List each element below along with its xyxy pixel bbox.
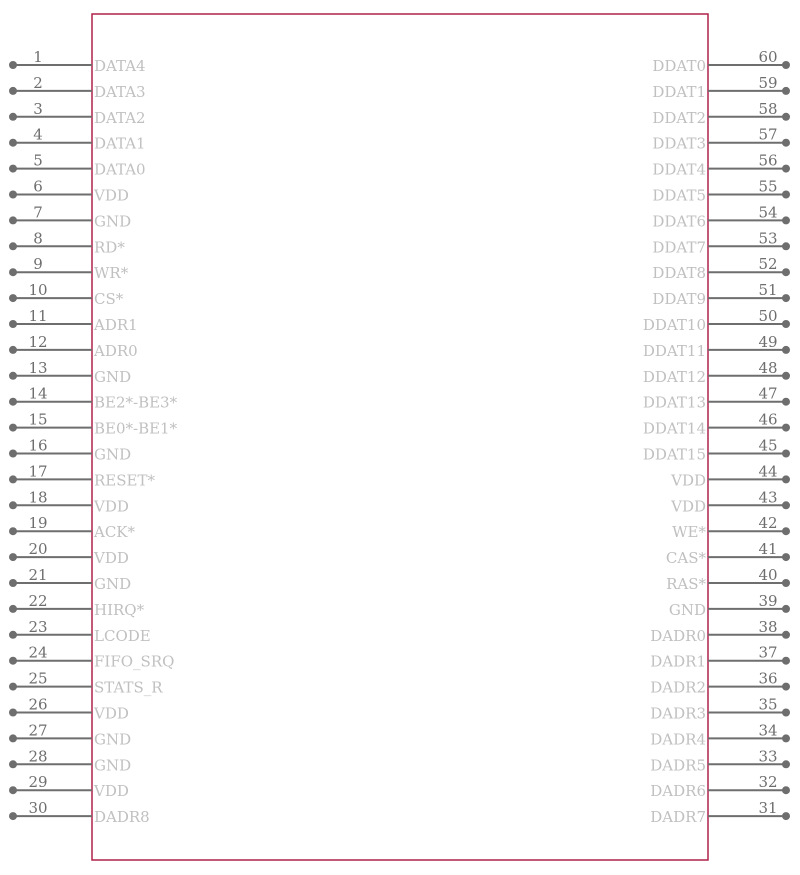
pin-number: 49 xyxy=(758,332,778,351)
pin-endpoint-dot xyxy=(782,734,790,742)
pin-number: 17 xyxy=(28,462,48,481)
pin-40 xyxy=(666,566,790,593)
pin-number: 34 xyxy=(758,721,778,740)
pin-endpoint-dot xyxy=(9,475,17,483)
pin-3 xyxy=(9,100,146,127)
pin-endpoint-dot xyxy=(782,605,790,613)
pin-11 xyxy=(9,307,138,334)
pin-name: DADR1 xyxy=(650,652,706,671)
pin-name: DDAT11 xyxy=(642,341,706,360)
pin-endpoint-dot xyxy=(782,268,790,276)
pin-number: 24 xyxy=(28,643,48,662)
pin-endpoint-dot xyxy=(782,501,790,509)
pin-name: DADR8 xyxy=(94,808,150,827)
pin-endpoint-dot xyxy=(782,450,790,458)
pin-name: WE* xyxy=(672,523,706,542)
pin-number: 46 xyxy=(758,410,778,429)
pin-endpoint-dot xyxy=(782,683,790,691)
pin-endpoint-dot xyxy=(782,320,790,328)
pin-name: DATA0 xyxy=(94,160,146,179)
pin-number: 42 xyxy=(758,514,778,533)
pin-30 xyxy=(9,799,150,826)
pin-number: 37 xyxy=(758,643,778,662)
pin-number: 43 xyxy=(758,488,778,507)
pin-26 xyxy=(9,696,129,723)
pin-44 xyxy=(670,462,790,489)
pin-name: GND xyxy=(94,756,132,775)
pin-name: CS* xyxy=(94,290,124,309)
pin-12 xyxy=(9,333,138,360)
pin-number: 1 xyxy=(33,48,43,66)
pin-number: 27 xyxy=(28,721,48,740)
pin-number: 6 xyxy=(33,177,43,196)
pin-name: VDD xyxy=(671,497,706,516)
pin-name: BE2*-BE3* xyxy=(94,393,178,412)
pin-name: FIFO_SRQ xyxy=(94,652,175,671)
pin-endpoint-dot xyxy=(782,294,790,302)
pin-number: 25 xyxy=(28,669,48,688)
pin-name: ADR1 xyxy=(94,316,138,334)
pin-34 xyxy=(650,721,790,748)
pin-55 xyxy=(652,178,790,205)
pin-endpoint-dot xyxy=(782,709,790,717)
pin-endpoint-dot xyxy=(782,398,790,406)
pin-name: GND xyxy=(94,445,132,464)
pin-endpoint-dot xyxy=(9,139,17,147)
pin-1 xyxy=(9,48,146,75)
pin-number: 40 xyxy=(758,566,778,584)
pin-name: DATA2 xyxy=(94,108,146,127)
pin-endpoint-dot xyxy=(9,709,17,717)
pin-endpoint-dot xyxy=(9,346,17,354)
pin-9 xyxy=(9,255,129,282)
pin-endpoint-dot xyxy=(9,527,17,535)
pin-31 xyxy=(650,799,790,826)
pin-name: RESET* xyxy=(94,471,155,490)
pin-10 xyxy=(9,281,124,308)
pin-endpoint-dot xyxy=(9,734,17,742)
pin-name: GND xyxy=(94,212,132,231)
pin-8 xyxy=(9,229,125,256)
pin-number: 45 xyxy=(758,436,778,455)
pin-number: 35 xyxy=(758,695,778,714)
pin-51 xyxy=(652,281,790,308)
pin-number: 54 xyxy=(758,203,778,222)
pin-name: DDAT14 xyxy=(642,419,706,438)
ic-body-outline xyxy=(92,14,708,860)
pin-name: DADR4 xyxy=(650,730,706,749)
pin-name: DDAT6 xyxy=(652,212,706,231)
pin-23 xyxy=(9,618,151,645)
pin-number: 48 xyxy=(758,358,778,377)
pin-36 xyxy=(650,670,790,697)
pin-endpoint-dot xyxy=(9,450,17,458)
pin-4 xyxy=(9,126,146,153)
pin-33 xyxy=(650,747,790,774)
pin-number: 28 xyxy=(28,747,48,766)
pin-number: 58 xyxy=(758,99,778,118)
pin-number: 9 xyxy=(33,255,43,274)
pin-name: DDAT15 xyxy=(642,445,706,464)
pin-endpoint-dot xyxy=(782,657,790,665)
pin-29 xyxy=(9,773,129,800)
pin-53 xyxy=(652,229,790,256)
pin-number: 22 xyxy=(28,591,48,610)
pin-endpoint-dot xyxy=(782,631,790,639)
pin-25 xyxy=(9,670,163,697)
pin-name: DATA3 xyxy=(94,82,146,101)
pin-name: VDD xyxy=(94,782,129,801)
pin-number: 52 xyxy=(758,255,778,274)
pin-number: 26 xyxy=(28,695,48,714)
pin-name: RAS* xyxy=(666,575,706,593)
pin-number: 11 xyxy=(28,307,48,325)
pin-number: 41 xyxy=(758,540,778,559)
pin-endpoint-dot xyxy=(9,242,17,250)
pin-name: DDAT2 xyxy=(652,108,706,127)
pin-name: DATA4 xyxy=(94,57,146,75)
pin-number: 30 xyxy=(28,799,48,818)
pin-name: GND xyxy=(668,600,706,619)
pin-49 xyxy=(643,333,790,360)
pin-endpoint-dot xyxy=(9,87,17,95)
pin-7 xyxy=(9,203,131,230)
pin-22 xyxy=(9,592,145,619)
pin-endpoint-dot xyxy=(782,87,790,95)
pin-endpoint-dot xyxy=(9,657,17,665)
pin-endpoint-dot xyxy=(782,760,790,768)
pin-name: DADR0 xyxy=(650,626,706,645)
pin-16 xyxy=(9,437,131,464)
pin-endpoint-dot xyxy=(782,139,790,147)
pin-endpoint-dot xyxy=(9,760,17,768)
pin-number: 7 xyxy=(33,203,43,222)
pin-number: 21 xyxy=(28,566,48,584)
pin-38 xyxy=(650,618,790,645)
pin-28 xyxy=(9,747,131,774)
pin-name: CAS* xyxy=(665,549,706,568)
pin-endpoint-dot xyxy=(9,605,17,613)
pin-number: 16 xyxy=(28,436,48,455)
pin-59 xyxy=(652,74,790,101)
pin-number: 50 xyxy=(758,307,778,325)
pin-56 xyxy=(652,152,790,179)
pin-number: 13 xyxy=(28,358,48,377)
pin-number: 53 xyxy=(758,229,778,248)
pin-number: 18 xyxy=(28,488,48,507)
pin-number: 56 xyxy=(758,151,778,170)
pin-name: HIRQ* xyxy=(94,600,145,619)
pin-number: 31 xyxy=(758,799,778,818)
pin-46 xyxy=(643,411,790,438)
pin-endpoint-dot xyxy=(782,191,790,199)
pin-endpoint-dot xyxy=(9,501,17,509)
pin-60 xyxy=(652,48,790,75)
pin-37 xyxy=(650,644,790,671)
pin-number: 29 xyxy=(28,773,48,792)
pin-42 xyxy=(672,514,790,541)
pin-endpoint-dot xyxy=(9,268,17,276)
pin-name: VDD xyxy=(671,471,706,490)
pin-name: STATS_R xyxy=(94,678,163,697)
pin-number: 57 xyxy=(758,125,778,144)
pin-endpoint-dot xyxy=(9,61,17,69)
pin-number: 5 xyxy=(33,151,43,170)
pin-endpoint-dot xyxy=(9,294,17,302)
pin-name: GND xyxy=(94,730,132,749)
pin-17 xyxy=(9,462,155,489)
pin-47 xyxy=(643,385,790,412)
pin-name: VDD xyxy=(94,704,129,723)
pin-endpoint-dot xyxy=(9,786,17,794)
pin-number: 36 xyxy=(758,669,778,688)
pin-41 xyxy=(666,540,790,567)
pin-name: DDAT1 xyxy=(652,82,706,101)
pin-number: 15 xyxy=(28,410,48,429)
pin-name: DADR2 xyxy=(650,678,706,697)
pin-number: 55 xyxy=(758,177,778,196)
pin-32 xyxy=(650,773,790,800)
pin-number: 44 xyxy=(758,462,778,481)
pin-endpoint-dot xyxy=(782,113,790,121)
pin-name: GND xyxy=(94,367,132,386)
pin-endpoint-dot xyxy=(782,216,790,224)
pin-name: BE0*-BE1* xyxy=(94,419,178,438)
pin-endpoint-dot xyxy=(782,553,790,561)
pin-number: 12 xyxy=(28,332,48,351)
pin-name: DADR3 xyxy=(650,704,706,723)
pin-number: 32 xyxy=(758,773,778,792)
pin-57 xyxy=(652,126,790,153)
pin-endpoint-dot xyxy=(9,579,17,587)
pin-endpoint-dot xyxy=(782,527,790,535)
pin-number: 8 xyxy=(33,229,43,248)
pin-number: 3 xyxy=(33,99,43,118)
pin-name: WR* xyxy=(94,264,129,283)
pin-endpoint-dot xyxy=(9,372,17,380)
pin-20 xyxy=(9,540,129,567)
pin-name: DDAT0 xyxy=(652,57,706,75)
pin-number: 20 xyxy=(28,540,48,559)
pin-number: 38 xyxy=(758,617,778,636)
pin-number: 51 xyxy=(758,281,778,300)
pin-58 xyxy=(652,100,790,127)
pin-endpoint-dot xyxy=(9,320,17,328)
pin-number: 59 xyxy=(758,73,778,92)
pin-18 xyxy=(9,488,129,515)
pin-5 xyxy=(9,152,146,179)
pin-name: DATA1 xyxy=(94,134,146,153)
pin-name: DDAT4 xyxy=(652,160,706,179)
pin-endpoint-dot xyxy=(9,553,17,561)
pin-name: ADR0 xyxy=(94,341,138,360)
pin-2 xyxy=(9,74,146,101)
pin-15 xyxy=(9,411,178,438)
pin-number: 4 xyxy=(33,125,43,144)
pin-endpoint-dot xyxy=(9,683,17,691)
right-pin-group xyxy=(643,48,790,826)
pin-number: 39 xyxy=(758,591,778,610)
pin-name: VDD xyxy=(94,186,129,205)
pin-19 xyxy=(9,514,136,541)
pin-endpoint-dot xyxy=(782,786,790,794)
pin-endpoint-dot xyxy=(782,372,790,380)
pin-name: DADR5 xyxy=(650,756,706,775)
pin-number: 33 xyxy=(758,747,778,766)
pin-52 xyxy=(652,255,790,282)
pin-21 xyxy=(9,566,131,593)
pin-number: 23 xyxy=(28,617,48,636)
pin-name: DDAT5 xyxy=(652,186,706,205)
pin-name: ACK* xyxy=(94,523,136,542)
left-pin-group xyxy=(9,48,178,826)
pin-endpoint-dot xyxy=(9,113,17,121)
pin-endpoint-dot xyxy=(782,61,790,69)
pin-endpoint-dot xyxy=(9,424,17,432)
pin-number: 19 xyxy=(28,514,48,533)
pin-13 xyxy=(9,359,131,386)
pin-name: VDD xyxy=(94,497,129,516)
pin-45 xyxy=(643,437,790,464)
pin-endpoint-dot xyxy=(9,631,17,639)
pin-number: 60 xyxy=(758,48,778,66)
pin-name: DDAT8 xyxy=(652,264,706,283)
pin-endpoint-dot xyxy=(9,191,17,199)
pin-name: DADR7 xyxy=(650,808,706,827)
pin-endpoint-dot xyxy=(782,346,790,354)
pin-endpoint-dot xyxy=(782,579,790,587)
pin-endpoint-dot xyxy=(9,398,17,406)
pin-name: DDAT10 xyxy=(642,316,706,334)
pin-43 xyxy=(670,488,790,515)
pin-name: DDAT3 xyxy=(652,134,706,153)
pin-name: GND xyxy=(94,575,132,593)
pin-endpoint-dot xyxy=(782,242,790,250)
pin-27 xyxy=(9,721,131,748)
pin-54 xyxy=(652,203,790,230)
pin-50 xyxy=(643,307,790,334)
pin-endpoint-dot xyxy=(9,216,17,224)
pin-endpoint-dot xyxy=(782,812,790,820)
pin-name: LCODE xyxy=(94,626,151,645)
pin-name: DDAT9 xyxy=(652,290,706,309)
pin-14 xyxy=(9,385,178,412)
pin-name: DDAT7 xyxy=(652,238,706,257)
pin-35 xyxy=(650,696,790,723)
pin-endpoint-dot xyxy=(782,475,790,483)
pin-48 xyxy=(643,359,790,386)
pin-name: RD* xyxy=(94,238,125,257)
pin-name: VDD xyxy=(94,549,129,568)
pin-number: 10 xyxy=(28,281,48,300)
pin-number: 47 xyxy=(758,384,778,403)
pin-name: DADR6 xyxy=(650,782,706,801)
pin-6 xyxy=(9,178,129,205)
pin-name: DDAT13 xyxy=(642,393,706,412)
pin-name: DDAT12 xyxy=(642,367,706,386)
pin-endpoint-dot xyxy=(9,812,17,820)
pin-number: 14 xyxy=(28,384,48,403)
pin-number: 2 xyxy=(33,73,43,92)
pin-endpoint-dot xyxy=(9,165,17,173)
pin-endpoint-dot xyxy=(782,424,790,432)
pin-39 xyxy=(669,592,790,619)
pin-endpoint-dot xyxy=(782,165,790,173)
